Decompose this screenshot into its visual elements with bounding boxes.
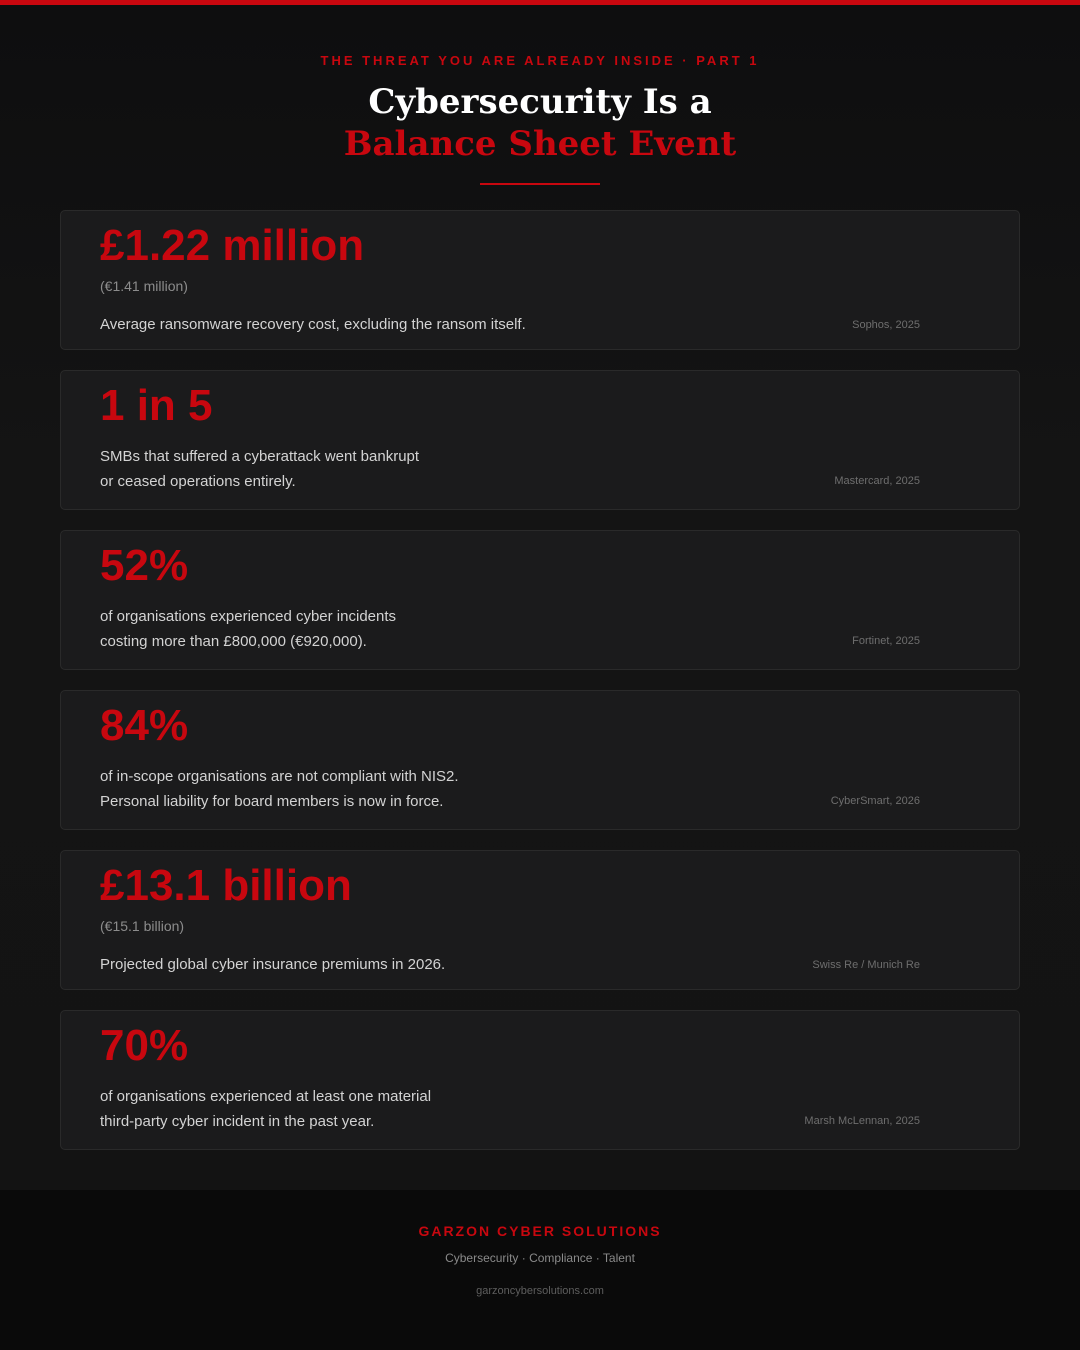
stat-description-line: or ceased operations entirely. — [100, 473, 296, 490]
stat-card-smb-bankruptcy — [60, 370, 1020, 510]
series-kicker: THE THREAT YOU ARE ALREADY INSIDE · PART 1 — [320, 53, 760, 68]
stat-conversion: (€1.41 million) — [100, 278, 188, 294]
stat-card-insurance-premiums — [60, 850, 1020, 990]
stat-description-line: Personal liability for board members is now in force. — [100, 793, 444, 810]
stat-description — [100, 1084, 431, 1134]
stat-source: CyberSmart, 2026 — [830, 795, 920, 807]
footer-website-link[interactable]: garzoncybersolutions.com — [476, 1285, 604, 1297]
stat-value: £1.22 million — [100, 221, 365, 270]
stat-description — [100, 604, 396, 654]
stat-value: 1 in 5 — [100, 381, 213, 430]
stat-source: Fortinet, 2025 — [852, 635, 920, 647]
stat-description — [100, 952, 445, 977]
stat-description-line: of in-scope organisations are not compliant with NIS2. — [100, 768, 459, 785]
stat-source: Sophos, 2025 — [852, 319, 920, 331]
stat-description-line: SMBs that suffered a cyberattack went bankrupt — [100, 448, 420, 465]
page-title — [0, 82, 1080, 164]
stat-description — [100, 444, 419, 494]
stat-card-ransomware-cost — [60, 210, 1020, 350]
stat-card-incident-cost — [60, 530, 1020, 670]
stat-conversion: (€15.1 billion) — [100, 918, 185, 934]
stat-description-line: third-party cyber incident in the past year. — [100, 1113, 375, 1130]
stat-description — [100, 764, 459, 814]
stat-value: 70% — [100, 1021, 189, 1070]
stat-card-third-party-incidents — [60, 1010, 1020, 1150]
title-line-1: Cybersecurity Is a — [368, 82, 712, 122]
title-line-2: Balance Sheet Event — [343, 124, 737, 164]
stat-description-line: of organisations experienced at least one material — [100, 1088, 432, 1105]
stat-source: Mastercard, 2025 — [834, 475, 920, 487]
stat-value: 52% — [100, 541, 189, 590]
stat-value: 84% — [100, 701, 189, 750]
stat-card-nis2-compliance — [60, 690, 1020, 830]
stat-description-line: Projected global cyber insurance premiums in 2026. — [100, 956, 446, 973]
stat-description — [100, 312, 526, 337]
stat-description-line: Average ransomware recovery cost, excluding the ransom itself. — [100, 316, 526, 333]
main-content — [0, 5, 1080, 1190]
footer — [0, 1190, 1080, 1350]
stat-value: £13.1 billion — [100, 861, 352, 910]
stat-source: Swiss Re / Munich Re — [812, 959, 920, 971]
title-divider — [480, 183, 600, 185]
stat-description-line: costing more than £800,000 (€920,000). — [100, 633, 367, 650]
stat-source: Marsh McLennan, 2025 — [804, 1115, 920, 1127]
stat-description-line: of organisations experienced cyber incidents — [100, 608, 397, 625]
footer-brand: GARZON CYBER SOLUTIONS — [418, 1223, 662, 1239]
footer-tagline: Cybersecurity · Compliance · Talent — [445, 1251, 635, 1265]
